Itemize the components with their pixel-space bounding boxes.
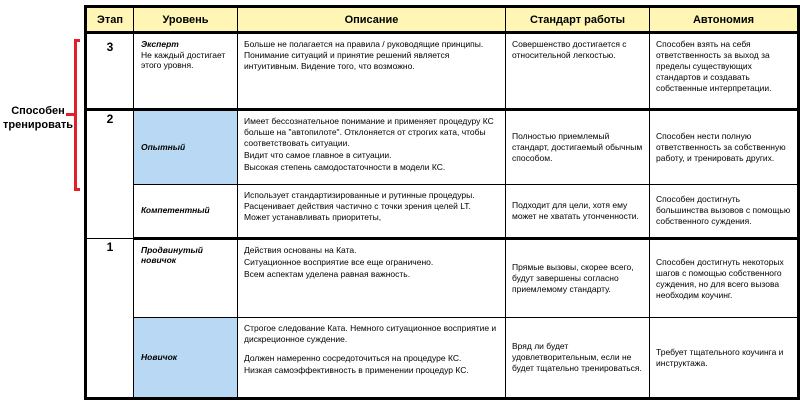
autonomy-cell: Способен нести полную ответственность за собственную работу, и тренировать других. <box>650 109 799 184</box>
header-level: Уровень <box>134 7 238 33</box>
description-line: Действия основаны на Ката. <box>244 245 357 256</box>
description-line: Строгое следование Ката. Немного ситуационное восприятие и дискреционное суждение. <box>244 323 497 345</box>
description-line: Всем аспектам уделена равная важность. <box>244 269 411 280</box>
description-cell <box>238 239 506 318</box>
red-bracket-tick <box>66 113 76 116</box>
stage-cell: 1 <box>86 239 134 399</box>
autonomy-cell: Требует тщательного коучинга и инструктажа. <box>650 318 799 399</box>
header-autonomy: Автономия <box>650 7 799 33</box>
standard-cell: Подходит для цели, хотя ему может не хватать утонченности. <box>506 184 650 239</box>
table-row <box>86 109 799 184</box>
stage-cell: 2 <box>86 109 134 238</box>
description-cell <box>238 33 506 110</box>
level-note: Не каждый достигает этого уровня. <box>141 50 226 70</box>
level-cell <box>134 239 238 318</box>
standard-cell: Вряд ли будет удовлетворительным, если не будет тщательно тренироваться. <box>506 318 650 399</box>
header-description: Описание <box>238 7 506 33</box>
standard-cell: Прямые вызовы, скорее всего, будут завершены согласно приемлемому стандарту. <box>506 239 650 318</box>
maturity-table <box>84 5 800 400</box>
description-line: Низкая самоэффективность в применении процедур КС. <box>244 365 469 376</box>
level-name: Опытный <box>141 141 186 152</box>
stage-cell: 3 <box>86 33 134 110</box>
level-cell <box>134 318 238 399</box>
table-row <box>86 239 799 318</box>
level-name: Компетентный <box>141 205 210 216</box>
description-line: Видит что самое главное в ситуации. <box>244 149 392 160</box>
table-row <box>86 184 799 239</box>
autonomy-cell: Способен достигнуть некоторых шагов с помощью собственного суждения, но для всего вызова необходим коучинг. <box>650 239 799 318</box>
table-row <box>86 33 799 110</box>
level-name: Эксперт <box>141 39 179 49</box>
header-standard: Стандарт работы <box>506 7 650 33</box>
autonomy-cell: Способен достигнуть большинства вызовов с помощью собственного суждения. <box>650 184 799 239</box>
header-stage: Этап <box>86 7 134 33</box>
standard-cell: Совершенство достигается с относительной легкостью. <box>506 33 650 110</box>
description-line: Больше не полагается на правила / руководящие принципы. Понимание ситуаций и принятие решений является интуитивным. Видение того, что возможно. <box>244 39 484 71</box>
table-row <box>86 318 799 399</box>
level-name: Продвинутый новичок <box>141 245 203 266</box>
description-line: Использует стандартизированные и рутинные процедуры. Расценивает действия частично с точки зрения целей LT. Может устанавливать приоритеты, <box>244 189 475 222</box>
level-name: Новичок <box>141 352 178 363</box>
description-cell <box>238 318 506 399</box>
side-label-can-train: Способен тренировать <box>3 105 73 131</box>
description-line: Должен намеренно сосредоточиться на процедуре КС. <box>244 353 462 364</box>
description-line: Имеет бессознательное понимание и применяет процедуру КС больше на "автопилоте". Отклоняется от строгих ката, чтобы соответствовать ситуации. <box>244 115 494 148</box>
level-cell <box>134 33 238 110</box>
description-line: Ситуационное восприятие все еще ограничено. <box>244 257 434 268</box>
standard-cell: Полностью приемлемый стандарт, достигаемый обычным способом. <box>506 109 650 184</box>
description-cell <box>238 184 506 239</box>
header-row <box>86 7 799 33</box>
autonomy-cell: Способен взять на себя ответственность за выход за пределы существующих стандартов и создавать собственные интерпретации. <box>650 33 799 110</box>
level-cell <box>134 109 238 184</box>
level-cell <box>134 184 238 239</box>
description-line: Высокая степень самодостаточности в модели КС. <box>244 161 446 172</box>
description-cell <box>238 109 506 184</box>
